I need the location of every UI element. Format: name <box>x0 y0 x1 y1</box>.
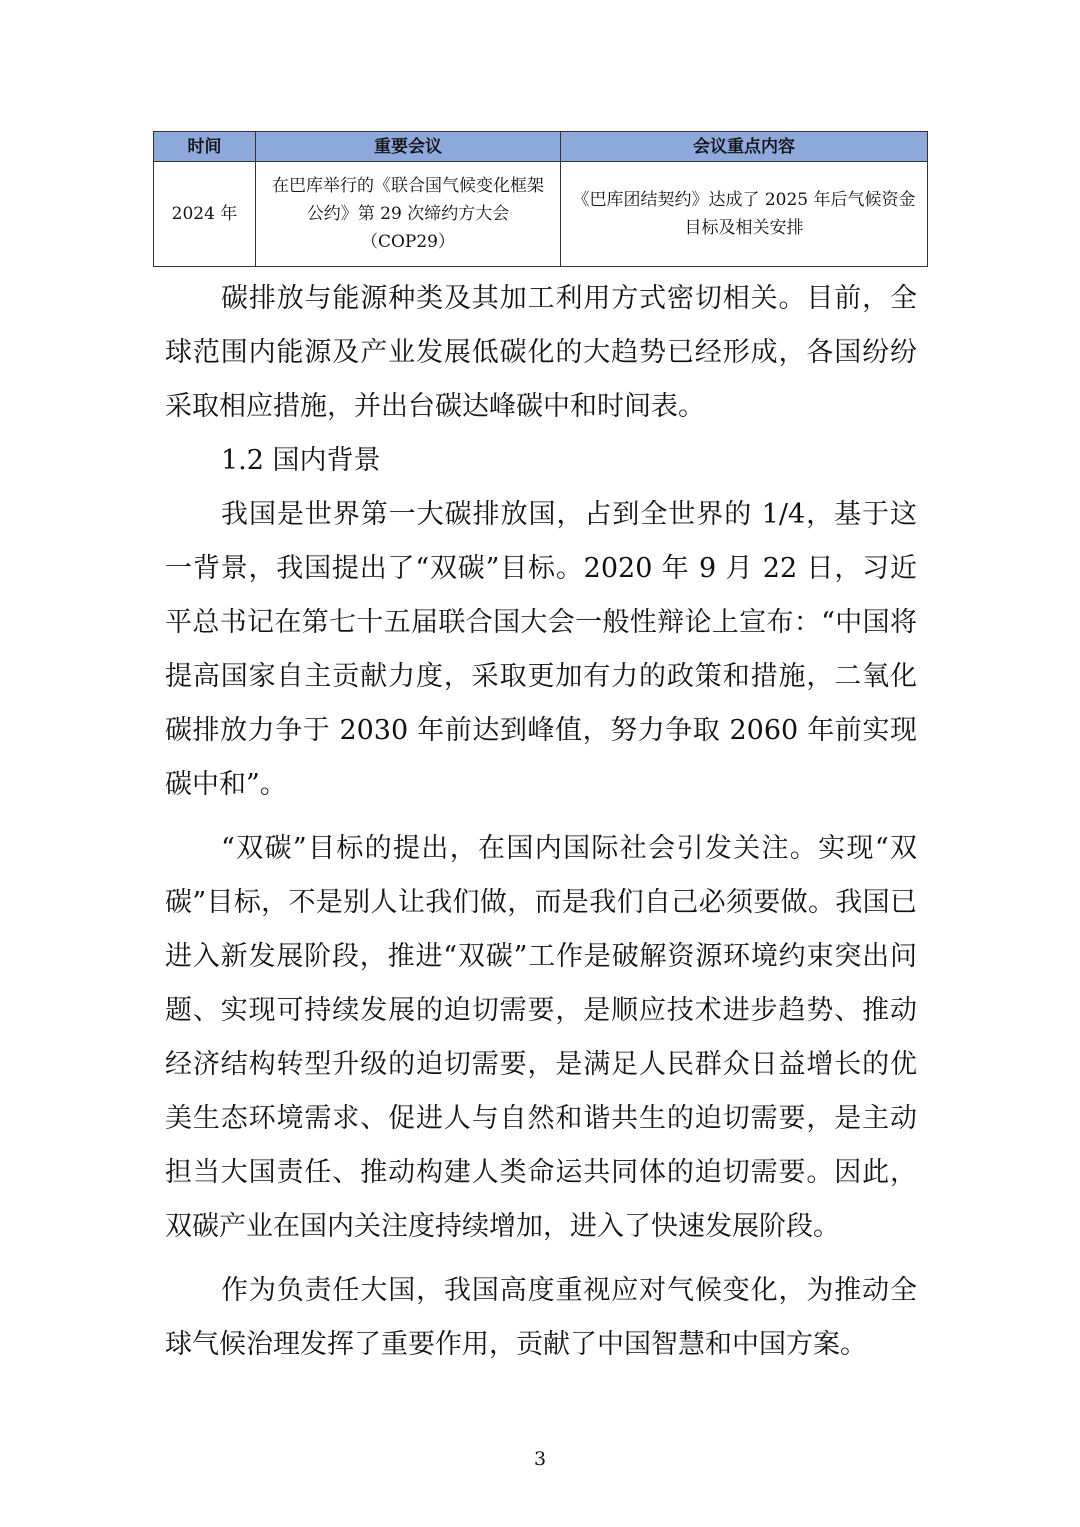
section-heading: 1.2 国内背景 <box>221 445 381 476</box>
cell-meeting: 在巴库举行的《联合国气候变化框架公约》第 29 次缔约方大会（COP29） <box>256 162 561 267</box>
table-row <box>154 162 928 267</box>
paragraph-dual-carbon-goal: 我国是世界第一大碳排放国，占到全世界的 1/4，基于这一背景，我国提出了“双碳”目标。2020 年 9 月 22 日，习近平总书记在第七十五届联合国大会一般性辩论上宣布：“中国将提高国家自主贡献力度，采取更加有力的政策和措施，二氧化碳排放力争于 2030 年前达到峰值，努力争取 2060 年前实现碳中和”。 <box>165 499 918 800</box>
cell-content: 《巴库团结契约》达成了 2025 年后气候资金目标及相关安排 <box>561 162 928 267</box>
header-time: 时间 <box>154 132 256 162</box>
page-number: 3 <box>533 1448 547 1470</box>
body-text <box>165 272 917 1372</box>
header-meeting: 重要会议 <box>256 132 561 162</box>
meetings-table <box>153 131 928 267</box>
table-header-row <box>154 132 928 162</box>
header-content: 会议重点内容 <box>561 132 928 162</box>
paragraph-responsible-country: 作为负责任大国，我国高度重视应对气候变化，为推动全球气候治理发挥了重要作用，贡献了中国智慧和中国方案。 <box>165 1275 917 1360</box>
cell-year: 2024 年 <box>154 162 256 267</box>
paragraph-energy: 碳排放与能源种类及其加工利用方式密切相关。目前，全球范围内能源及产业发展低碳化的大趋势已经形成，各国纷纷采取相应措施，并出台碳达峰碳中和时间表。 <box>165 283 917 422</box>
paragraph-dual-carbon-significance: “双碳”目标的提出，在国内国际社会引发关注。实现“双碳”目标，不是别人让我们做，而是我们自己必须要做。我国已进入新发展阶段，推进“双碳”工作是破解资源环境约束突出问题、实现可持续发展的迫切需要，是顺应技术进步趋势、推动经济结构转型升级的迫切需要，是满足人民群众日益增长的优美生态环境需求、促进人与自然和谐共生的迫切需要，是主动担当大国责任、推动构建人类命运共同体的迫切需要。因此，双碳产业在国内关注度持续增加，进入了快速发展阶段。 <box>165 833 917 1242</box>
